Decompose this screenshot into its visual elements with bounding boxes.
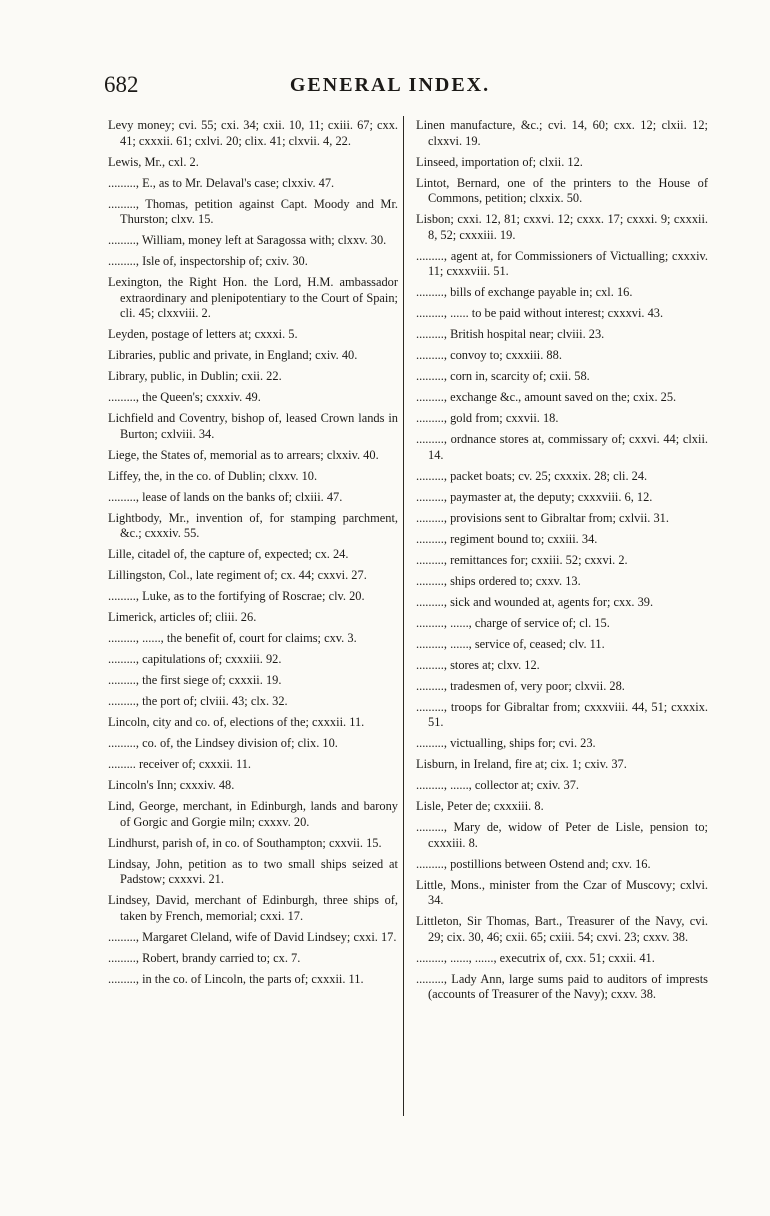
index-entry: ........., Isle of, inspectorship of; cxiv. 30.: [108, 254, 308, 269]
index-entry: ........., Robert, brandy carried to; cx. 7.: [108, 950, 301, 965]
index-entry: ........., exchange &c., amount saved on the; cxix. 25.: [416, 390, 677, 405]
index-entry: Lillingston, Col., late regiment of; cx. 44; cxxvi. 27.: [108, 568, 367, 583]
index-entry: ........., lease of lands on the banks of; clxiii. 47.: [108, 489, 343, 504]
index-entry: Lind, George, merchant, in Edinburgh, lands and barony of Gorgic and Gorgie miln; cxxxv. 20.: [108, 799, 398, 829]
index-column-left: [108, 118, 398, 993]
index-entry: ........., in the co. of Lincoln, the parts of; cxxxii. 11.: [108, 971, 364, 986]
index-entry: Leyden, postage of letters at; cxxxi. 5.: [108, 327, 298, 342]
index-entry: ........., corn in, scarcity of; cxii. 58.: [416, 369, 590, 384]
index-entry: ........., Mary de, widow of Peter de Lisle, pension to; cxxxiii. 8.: [416, 820, 708, 850]
index-entry: ........., ......, ......, executrix of, cxx. 51; cxxii. 41.: [416, 950, 655, 965]
index-entry: ........., bills of exchange payable in; cxl. 16.: [416, 285, 633, 300]
index-entry: Liffey, the, in the co. of Dublin; clxxv. 10.: [108, 468, 318, 483]
index-entry: Lindhurst, parish of, in co. of Southampton; cxxvii. 15.: [108, 835, 382, 850]
index-entry: ........., victualling, ships for; cvi. 23.: [416, 736, 596, 751]
index-entry: Liege, the States of, memorial as to arrears; clxxiv. 40.: [108, 447, 379, 462]
index-entry: ........., the port of; clviii. 43; clx. 32.: [108, 694, 288, 709]
index-entry: ........., ordnance stores at, commissary of; cxxvi. 44; clxii. 14.: [416, 432, 708, 462]
index-entry: ........., Lady Ann, large sums paid to auditors of imprests (accounts of Treasurer of the Navy); cxxv. 38.: [416, 971, 708, 1002]
index-entry: ........., provisions sent to Gibraltar from; cxlvii. 31.: [416, 510, 669, 525]
index-entry: ........., agent at, for Commissioners of Victualling; cxxxiv. 11; cxxxviii. 51.: [416, 248, 708, 279]
index-entry: ........., ......, collector at; cxiv. 37.: [416, 778, 579, 793]
page-header: [104, 72, 704, 102]
index-entry: ........., regiment bound to; cxxiii. 34.: [416, 531, 598, 546]
index-entry: ........., co. of, the Lindsey division of; clix. 10.: [108, 736, 338, 751]
index-entry: Lille, citadel of, the capture of, expected; cx. 24.: [108, 547, 349, 562]
index-entry: ........., gold from; cxxvii. 18.: [416, 411, 559, 426]
page-number: 682: [104, 72, 139, 97]
index-entry: ......... receiver of; cxxxii. 11.: [108, 757, 252, 772]
index-entry: ........., ......, charge of service of; cl. 15.: [416, 615, 610, 630]
index-entry: Lindsay, John, petition as to two small ships seized at Padstow; cxxxvi. 21.: [108, 856, 398, 887]
index-entry: Lincoln, city and co. of, elections of the; cxxxii. 11.: [108, 715, 365, 730]
index-entry: ........., Thomas, petition against Capt. Moody and Mr. Thurston; clxv. 15.: [108, 196, 398, 227]
index-entry: ........., ......, service of, ceased; clv. 11.: [416, 636, 605, 651]
index-entry: ........., Luke, as to the fortifying of Roscrae; clv. 20.: [108, 589, 365, 604]
index-entry: Lichfield and Coventry, bishop of, leased Crown lands in Burton; cxlviii. 34.: [108, 411, 398, 441]
index-entry: Lexington, the Right Hon. the Lord, H.M. ambassador extraordinary and plenipotentiary to the Court of Spain; cli. 45; clxxviii. 2.: [108, 275, 398, 321]
index-entry: ........., packet boats; cv. 25; cxxxix. 28; cli. 24.: [416, 468, 648, 483]
index-entry: ........., paymaster at, the deputy; cxxxviii. 6, 12.: [416, 489, 653, 504]
index-entry: ........., capitulations of; cxxxiii. 92.: [108, 652, 282, 667]
index-entry: ........., the Queen's; cxxxiv. 49.: [108, 390, 261, 405]
index-entry: ........., ......, the benefit of, court for claims; cxv. 3.: [108, 631, 357, 646]
index-entry: Little, Mons., minister from the Czar of Muscovy; cxlvi. 34.: [416, 877, 708, 908]
index-entry: ........., stores at; clxv. 12.: [416, 657, 540, 672]
index-entry: Linseed, importation of; clxii. 12.: [416, 154, 583, 169]
index-entry: Limerick, articles of; cliii. 26.: [108, 610, 257, 625]
index-entry: ........., E., as to Mr. Delaval's case; clxxiv. 47.: [108, 175, 335, 190]
index-entry: ........., William, money left at Saragossa with; clxxv. 30.: [108, 233, 387, 248]
index-entry: Lindsey, David, merchant of Edinburgh, three ships of, taken by French, memorial; cxxi. 17.: [108, 893, 398, 923]
index-entry: ........., ...... to be paid without interest; cxxxvi. 43.: [416, 306, 664, 321]
index-column-right: [416, 118, 708, 1008]
index-entry: Littleton, Sir Thomas, Bart., Treasurer of the Navy, cvi. 29; cix. 30, 46; cxii. 65; cxiii. 54; cxvi. 23; cxxv. 38.: [416, 914, 708, 944]
index-entry: Levy money; cvi. 55; cxi. 34; cxii. 10, 11; cxiii. 67; cxx. 41; cxxxii. 61; cxlvi. 20; clix. 41; clxvii. 4, 22.: [108, 118, 398, 148]
index-entry: ........., Margaret Cleland, wife of David Lindsey; cxxi. 17.: [108, 929, 397, 944]
index-entry: ........., the first siege of; cxxxii. 19.: [108, 673, 282, 688]
index-entry: Lightbody, Mr., invention of, for stamping parchment, &c.; cxxxiv. 55.: [108, 510, 398, 541]
index-entry: Linen manufacture, &c.; cvi. 14, 60; cxx. 12; clxii. 12; clxxvi. 19.: [416, 118, 708, 148]
index-entry: Libraries, public and private, in England; cxiv. 40.: [108, 348, 358, 363]
index-entry: Lisle, Peter de; cxxxiii. 8.: [416, 799, 544, 814]
index-entry: Lisburn, in Ireland, fire at; cix. 1; cxiv. 37.: [416, 757, 627, 772]
index-entry: ........., sick and wounded at, agents for; cxx. 39.: [416, 594, 654, 609]
index-entry: Lincoln's Inn; cxxxiv. 48.: [108, 778, 235, 793]
index-entry: ........., troops for Gibraltar from; cxxxviii. 44, 51; cxxxix. 51.: [416, 699, 708, 730]
index-entry: ........., postillions between Ostend and; cxv. 16.: [416, 856, 651, 871]
index-entry: ........., remittances for; cxxiii. 52; cxxvi. 2.: [416, 552, 628, 567]
index-entry: ........., ships ordered to; cxxv. 13.: [416, 573, 581, 588]
index-entry: ........., tradesmen of, very poor; clxvii. 28.: [416, 678, 625, 693]
index-entry: Lewis, Mr., cxl. 2.: [108, 154, 199, 169]
index-entry: Lintot, Bernard, one of the printers to the House of Commons, petition; clxxix. 50.: [416, 175, 708, 206]
index-entry: ........., British hospital near; clviii. 23.: [416, 327, 605, 342]
index-entry: ........., convoy to; cxxxiii. 88.: [416, 348, 562, 363]
page-title: GENERAL INDEX.: [289, 74, 491, 96]
index-entry: Lisbon; cxxi. 12, 81; cxxvi. 12; cxxx. 17; cxxxi. 9; cxxxii. 8, 52; cxxxiii. 19.: [416, 212, 708, 242]
column-divider: [403, 116, 404, 1116]
index-entry: Library, public, in Dublin; cxii. 22.: [108, 369, 282, 384]
